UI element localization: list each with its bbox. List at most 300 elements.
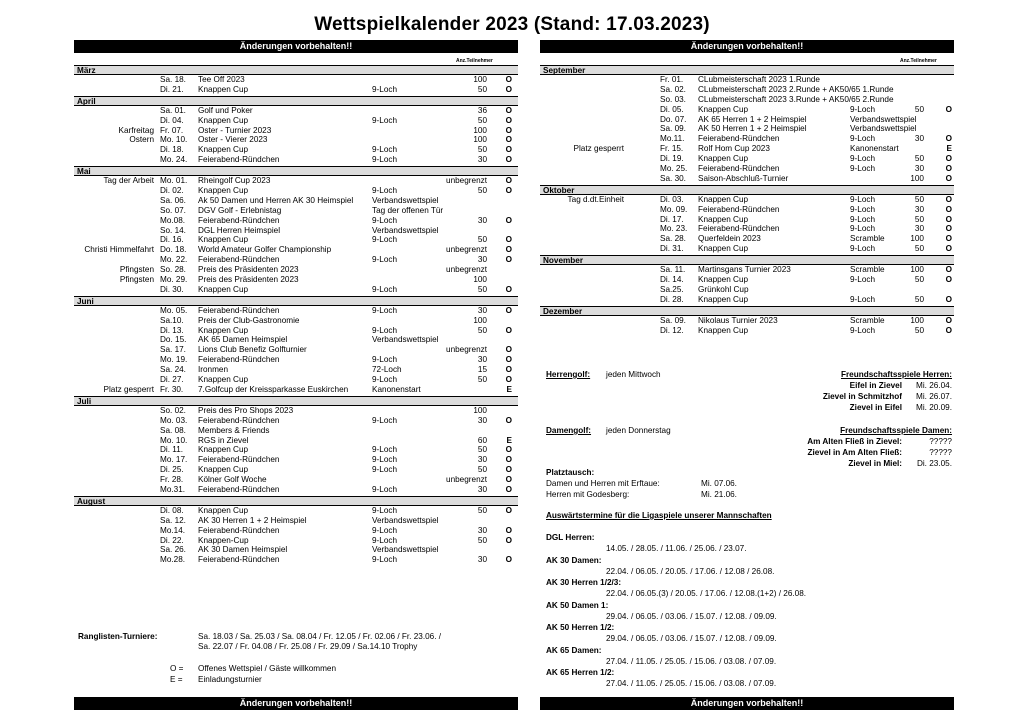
month-header: Juni [74,296,518,306]
row-event: World Amateur Golfer Championship [198,245,332,255]
liga-team-name: AK 65 Damen: [546,645,602,655]
calendar-row [74,235,518,245]
row-day: So. 07. [160,205,186,215]
damengolf-section [546,426,952,472]
calendar-row [74,445,518,455]
row-format: Kanonenstart [850,144,899,154]
row-event: AK 65 Herren 1 + 2 Heimspiel [698,114,807,124]
row-type: O [505,455,512,465]
liga-team-dates: 29.04. / 06.05. / 03.06. / 15.07. / 12.08. / 09.09. [606,634,777,643]
row-day: Fr. 07. [160,125,184,135]
row-event: Oster - Turnier 2023 [198,125,272,135]
row-day: So. 02. [160,405,186,415]
row-day: Sa. 11. [660,265,686,275]
row-type: O [945,275,952,285]
row-day: Mo.11. [660,134,685,144]
row-participants: 60 [477,435,487,445]
row-label: Platz gesperrt [573,144,624,154]
row-type: O [945,173,952,183]
row-day: Di. 30. [160,284,184,294]
row-participants: 30 [477,305,487,315]
liga-section [546,511,952,691]
row-event: Lions Club Benefiz Golfturnier [198,345,307,355]
friendly-date: Di. 23.05. [916,459,952,468]
row-day: Do. 18. [160,245,187,255]
liga-team-dates: 27.04. / 11.05. / 25.05. / 15.06. / 03.08. / 07.09. [606,656,777,666]
row-label: Karfreitag [118,125,154,135]
row-day: Sa. 18. [160,75,186,84]
row-day: Sa. 17. [160,345,186,355]
row-format: 9-Loch [372,525,398,535]
calendar-row [74,406,518,416]
row-day: So. 14. [160,225,186,235]
row-format: 9-Loch [850,214,876,224]
row-participants: 36 [477,105,487,115]
row-event: Feierabend-Ründchen [198,484,280,494]
row-participants: 30 [477,525,487,535]
row-participants: 50 [477,325,487,335]
row-type: O [505,125,512,135]
row-type: O [505,145,512,155]
calendar-row [74,345,518,355]
row-type: E [506,435,512,445]
row-format: Verbandswettspiel [372,225,439,235]
row-participants: 50 [914,104,924,114]
herren-friendly-title: Freundschaftsspiele Herren: [840,370,952,379]
row-type: O [505,355,512,365]
row-day: Di. 21. [160,84,184,94]
row-participants: 30 [477,355,487,365]
row-day: So. 28. [160,265,186,275]
calendar-row [74,135,518,145]
row-day: Di. 03. [660,194,684,204]
row-label: Ostern [129,135,154,145]
row-type: O [505,245,512,255]
row-event: Preis der Club-Gastronomie [198,315,300,325]
row-day: Fr. 01. [660,75,684,84]
row-participants: 50 [477,505,487,515]
row-format: 9-Loch [850,294,876,304]
calendar-row [74,426,518,436]
row-format: 9-Loch [372,375,398,385]
calendar-row [74,106,518,116]
row-format: 9-Loch [372,535,398,545]
row-format: 9-Loch [372,235,398,245]
row-event: Ak 50 Damen und Herren AK 30 Heimspiel [198,195,354,205]
liga-team-name: AK 65 Herren 1/2: [546,668,615,677]
calendar-row [540,174,954,184]
row-day: Di. 11. [160,445,184,455]
row-event: Tee Off 2023 [198,75,245,84]
liga-team-name: DGL Herren: [546,533,595,542]
row-type: O [945,214,952,224]
calendar-row [540,326,954,336]
row-format: 9-Loch [372,505,398,515]
calendar-row [74,206,518,216]
row-format: 9-Loch [372,445,398,455]
calendar-row [540,205,954,215]
calendar-row [74,285,518,295]
month-header: April [74,96,518,106]
row-event: 7.Golfcup der Kreissparkasse Euskirchen [198,384,349,394]
legend-key: O = [170,664,184,673]
row-event: Feierabend-Ründchen [698,134,780,144]
row-day: Sa. 30. [660,173,686,183]
platztausch-date: Mi. 21.06. [701,490,737,499]
row-type: O [505,415,512,425]
rangliste-line2: Sa. 22.07 / Fr. 04.08 / Fr. 25.08 / Fr. 29.09 / Sa.14.10 Trophy [198,642,418,651]
friendly-date: ????? [929,437,952,446]
row-event: Rolf Hom Cup 2023 [698,144,770,154]
row-participants: 50 [914,244,924,254]
row-type: O [945,294,952,304]
row-day: Sa.10. [160,315,184,325]
row-event: Knappen Cup [198,186,249,196]
row-format: Scramble [850,265,885,275]
row-event: Ironmen [198,365,229,375]
participants-header: Anz.Teilnehmer [900,58,937,64]
row-format: 9-Loch [372,145,398,155]
row-format: 9-Loch [372,305,398,315]
calendar-row [74,436,518,446]
row-participants: 100 [473,75,487,84]
friendly-game: Am Alten Fließ in Zievel: [807,437,902,446]
calendar-row [74,155,518,165]
calendar-row [74,326,518,336]
row-day: Mo.28. [160,555,186,565]
row-participants: 30 [914,224,924,234]
row-event: Nikolaus Turnier 2023 [698,315,778,325]
row-format: 9-Loch [372,355,398,365]
row-format: Verbandswettspiel [372,335,439,345]
row-event: Knappen Cup [698,244,749,254]
row-event: Feierabend-Ründchen [698,164,780,174]
row-format: 9-Loch [850,244,876,254]
row-participants: unbegrenzt [446,345,487,355]
calendar-row [74,455,518,465]
row-event: Saison-Abschluß-Turnier [698,173,789,183]
row-event: Knappen Cup [698,194,749,204]
row-type: O [945,325,952,335]
row-day: Di. 02. [160,186,184,196]
platztausch-text: Damen und Herren mit Erftaue: [546,479,660,488]
row-participants: 50 [914,194,924,204]
calendar-row [540,144,954,154]
row-format: Verbandswettspiel [372,545,439,555]
row-day: Di. 22. [160,535,184,545]
row-event: CLubmeisterschaft 2023 2.Runde + AK50/65 1.Runde [698,84,894,94]
row-format: 9-Loch [372,155,398,165]
row-event: Feierabend-Ründchen [198,525,280,535]
row-participants: 100 [910,315,924,325]
liga-team-dates: 22.04. / 06.05. / 20.05. / 17.06. / 12.08 / 26.08. [606,566,775,576]
row-day: Di. 08. [160,505,184,515]
row-day: Sa. 09. [660,124,686,134]
friendly-game: Zievel in Eifel [849,403,902,412]
row-participants: 50 [477,115,487,125]
banner-bottom-right: Änderungen vorbehalten!! [540,697,954,710]
row-event: CLubmeisterschaft 2023 3.Runde + AK50/65 2.Runde [698,94,894,104]
row-participants: 100 [473,135,487,145]
row-format: Verbandswettspiel [372,195,439,205]
row-event: Preis des Präsidenten 2023 [198,275,299,285]
row-event: Feierabend-Ründchen [198,305,280,315]
row-participants: 50 [477,84,487,94]
liga-team-dates: 29.04. / 06.05. / 03.06. / 15.07. / 12.08. / 09.09. [606,611,777,621]
row-day: Sa. 09. [660,315,686,325]
row-type: O [505,155,512,165]
rangliste-line1: Sa. 18.03 / Sa. 25.03 / Sa. 08.04 / Fr. 12.05 / Fr. 02.06 / Fr. 23.06. / [198,632,442,641]
row-event: DGL Herren Heimspiel [198,225,281,235]
calendar-row [74,545,518,555]
month-header: Mai [74,166,518,176]
row-event: Feierabend-Ründchen [698,224,780,234]
row-event: AK 30 Herren 1 + 2 Heimspiel [198,515,307,525]
liga-team-name: AK 30 Herren 1/2/3: [546,578,622,587]
liga-team-name: AK 50 Herren 1/2: [546,623,615,632]
row-participants: 100 [910,265,924,275]
row-type: O [945,224,952,234]
row-label: Pfingsten [119,265,154,275]
row-event: Knappen Cup [698,154,749,164]
row-type: O [505,176,512,186]
row-format: 9-Loch [372,284,398,294]
month-header: September [540,65,954,75]
row-event: Knappen Cup [198,505,249,515]
row-format: 9-Loch [372,84,398,94]
row-event: Knappen Cup [198,84,249,94]
calendar-row [540,134,954,144]
calendar-row [74,485,518,495]
row-type: O [505,135,512,145]
row-event: Grünkohl Cup [698,284,749,294]
friendly-game: Zievel in Am Alten Fließ: [807,448,902,457]
calendar-row [74,75,518,85]
row-event: Knappen-Cup [198,535,249,545]
calendar-row [540,316,954,326]
row-event: Knappen Cup [698,104,749,114]
calendar-row [540,215,954,225]
calendar-row [74,416,518,426]
row-day: Mo.08. [160,215,186,225]
row-type: O [505,525,512,535]
row-format: 9-Loch [372,555,398,565]
calendar-row [540,95,954,105]
banner-bottom-left: Änderungen vorbehalten!! [74,697,518,710]
row-participants: unbegrenzt [446,475,487,485]
row-event: Knappen Cup [698,294,749,304]
row-day: Di. 27. [160,375,184,385]
row-day: Di. 04. [160,115,184,125]
row-day: Mo. 23. [660,224,688,234]
row-day: Sa. 28. [660,234,686,244]
row-format: 9-Loch [372,455,398,465]
row-day: Sa. 06. [160,195,186,205]
row-participants: 50 [477,535,487,545]
row-type: O [505,115,512,125]
herrengolf-value: jeden Mittwoch [606,370,661,379]
calendar-row [74,365,518,375]
damengolf-label: Damengolf: [546,426,592,435]
calendar-row [540,105,954,115]
row-day: Mo. 25. [660,164,688,174]
row-day: Sa. 02. [660,84,686,94]
calendar-row [74,275,518,285]
row-participants: 30 [477,215,487,225]
calendar-row [540,244,954,254]
row-type: O [945,154,952,164]
calendar-row [74,306,518,316]
calendar-row [540,224,954,234]
row-participants: 15 [477,365,487,375]
row-label: Tag der Arbeit [103,176,154,186]
row-event: Members & Friends [198,425,270,435]
row-day: Di. 05. [660,104,684,114]
row-participants: 100 [473,315,487,325]
row-format: 9-Loch [372,215,398,225]
row-participants: 50 [914,154,924,164]
liga-team-name: AK 50 Damen 1: [546,600,609,610]
row-format: 9-Loch [372,484,398,494]
month-header: November [540,255,954,265]
row-day: Mo. 10. [160,435,188,445]
row-type: O [505,375,512,385]
row-event: Knappen Cup [698,325,749,335]
row-format: Verbandswettspiel [372,515,439,525]
row-event: AK 30 Damen Heimspiel [198,545,288,555]
row-day: Di. 25. [160,465,184,475]
row-day: Sa. 01. [160,105,186,115]
row-day: Di. 13. [160,325,184,335]
row-day: Mo. 05. [160,305,188,315]
row-day: Fr. 30. [160,384,184,394]
row-participants: 100 [910,234,924,244]
calendar-row [540,285,954,295]
calendar-row [74,265,518,275]
row-type: O [505,345,512,355]
friendly-game: Zievel in Miel: [848,459,902,468]
banner-top-left: Änderungen vorbehalten!! [74,40,518,53]
row-participants: 50 [477,186,487,196]
row-format: Tag der offenen Tür [372,205,444,215]
liga-team-dates: 22.04. / 06.05.(3) / 20.05. / 17.06. / 12.08.(1+2) / 26.08. [606,589,807,598]
row-day: Mo. 01. [160,176,188,186]
row-event: RGS in Zievel [198,435,249,445]
row-participants: 30 [914,134,924,144]
row-type: O [945,164,952,174]
row-event: Feierabend-Ründchen [198,215,280,225]
row-type: O [505,365,512,375]
calendar-row [74,335,518,345]
liga-title: Auswärtstermine für die Ligaspiele unserer Mannschaften [546,511,772,520]
row-format: 9-Loch [372,325,398,335]
row-format: 9-Loch [850,194,876,204]
friendly-date: Mi. 26.04. [916,381,952,390]
legend-text: Einladungsturnier [198,675,262,684]
friendly-date: ????? [929,448,952,457]
row-format: 9-Loch [372,465,398,475]
calendar-row [74,216,518,226]
row-day: Mo. 24. [160,155,188,165]
row-format: 9-Loch [850,154,876,164]
calendar-row [540,124,954,134]
row-event: Knappen Cup [698,214,749,224]
row-type: O [945,315,952,325]
herrengolf-label: Herrengolf: [546,370,591,379]
banner-top-right: Änderungen vorbehalten!! [540,40,954,53]
row-participants: unbegrenzt [446,245,487,255]
row-type: O [505,475,512,485]
row-format: 72-Loch [372,365,402,375]
row-type: O [505,255,512,265]
row-participants: 50 [914,275,924,285]
row-participants: 30 [477,155,487,165]
legend [160,664,460,686]
row-format: 9-Loch [850,325,876,335]
row-label: Christi Himmelfahrt [84,245,154,255]
row-type: O [945,234,952,244]
calendar-row [74,475,518,485]
row-label: Tag d.dt.Einheit [567,194,624,204]
calendar-row [74,186,518,196]
herrengolf-section [546,370,952,416]
rangliste-label: Ranglisten-Turniere: [78,632,158,641]
row-type: O [945,104,952,114]
row-participants: 50 [914,294,924,304]
calendar-row [540,295,954,305]
row-type: O [505,284,512,294]
row-type: O [505,465,512,475]
row-format: Scramble [850,234,885,244]
platztausch-text: Herren mit Godesberg: [546,490,630,499]
row-format: 9-Loch [850,164,876,174]
row-day: Di. 17. [660,214,684,224]
row-type: O [505,235,512,245]
row-day: Di. 19. [660,154,684,164]
row-event: Oster - Vierer 2023 [198,135,268,145]
legend-key: E = [170,675,183,684]
calendar-row [540,164,954,174]
row-participants: 30 [477,455,487,465]
row-event: Feierabend-Ründchen [698,204,780,214]
row-event: Knappen Cup [198,235,249,245]
row-type: O [505,105,512,115]
month-header: Oktober [540,185,954,195]
row-day: Sa. 12. [160,515,186,525]
row-day: Mo. 29. [160,275,188,285]
row-event: Feierabend-Ründchen [198,555,280,565]
month-header: März [74,65,518,75]
month-header: August [74,496,518,506]
row-type: O [505,505,512,515]
damen-friendly-title: Freundschaftsspiele Damen: [840,426,952,435]
calendar-row [74,196,518,206]
calendar-row [540,265,954,275]
row-format: Scramble [850,315,885,325]
calendar-row [74,245,518,255]
row-type: O [505,215,512,225]
row-day: Di. 18. [160,145,184,155]
platztausch-date: Mi. 07.06. [701,479,737,488]
calendar-row [74,316,518,326]
calendar-row [74,375,518,385]
row-participants: 50 [477,284,487,294]
row-day: Sa. 24. [160,365,186,375]
row-format: 9-Loch [372,415,398,425]
row-format: 9-Loch [850,104,876,114]
row-event: Martinsgans Turnier 2023 [698,265,791,275]
row-day: Do. 07. [660,114,687,124]
